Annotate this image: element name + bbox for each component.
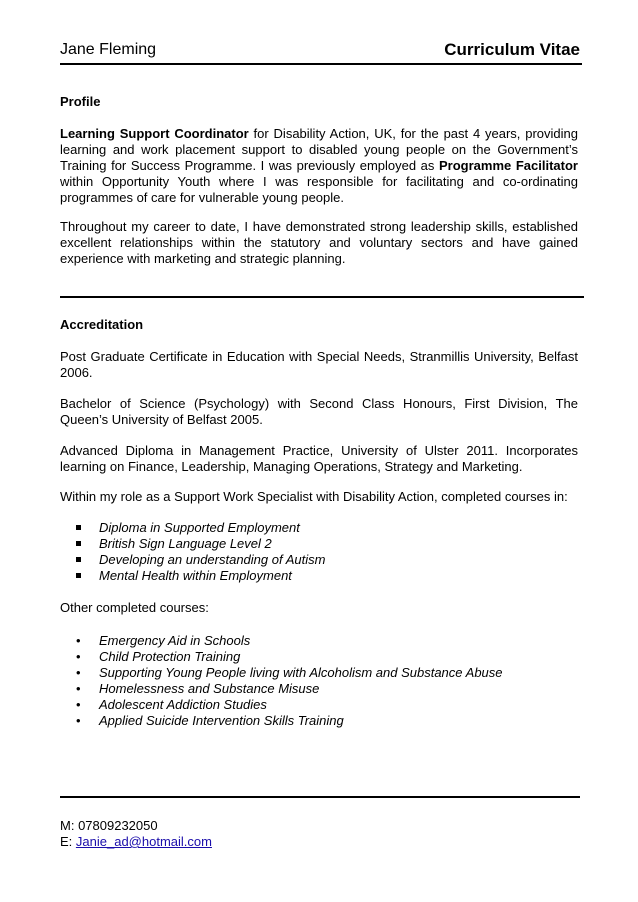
- other-courses-list: [60, 633, 580, 729]
- section-rule: [60, 296, 584, 298]
- list-item: • Homelessness and Substance Misuse: [60, 681, 580, 697]
- footer-rule: [60, 796, 580, 798]
- profile-role-2: Programme Facilitator: [439, 158, 578, 173]
- email-link[interactable]: Janie_ad@hotmail.com: [75, 834, 212, 849]
- mobile-number: 07809232050: [78, 818, 158, 833]
- profile-role: Learning Support Coordinator: [60, 126, 249, 141]
- list-item: Developing an understanding of Autism: [60, 552, 580, 568]
- other-courses-intro: Other completed courses:: [60, 600, 209, 615]
- accreditation-heading: Accreditation: [60, 317, 144, 332]
- profile-text-1: for Disability Action, UK, for the past 4 years, providing learning and work placement support to disabled young people on the Government’s Training for Success Programme. I was previously employed as: [60, 126, 578, 173]
- email-label: E:: [60, 834, 76, 849]
- profile-heading: Profile: [60, 94, 101, 109]
- header-name: Jane Fleming: [60, 41, 157, 58]
- list-item: • Child Protection Training: [60, 649, 580, 665]
- header-title: Curriculum Vitae: [444, 40, 580, 59]
- list-item: Mental Health within Employment: [60, 568, 580, 584]
- list-item: Diploma in Supported Employment: [60, 520, 580, 536]
- profile-paragraph-2: Throughout my career to date, I have demonstrated strong leadership skills, established excellent relationships within the statutory and voluntary sectors and have gained experience with marketing and strategic planning.: [60, 219, 578, 266]
- list-item: • Applied Suicide Intervention Skills Training: [60, 713, 580, 729]
- list-item: • Adolescent Addiction Studies: [60, 697, 580, 713]
- courses-list: [60, 520, 580, 584]
- courses-intro: Within my role as a Support Work Specialist with Disability Action, completed courses in:: [60, 489, 568, 504]
- list-item: British Sign Language Level 2: [60, 536, 580, 552]
- footer-email: [60, 834, 212, 850]
- list-item: • Emergency Aid in Schools: [60, 633, 580, 649]
- accreditation-item: Bachelor of Science (Psychology) with Second Class Honours, First Division, The Queen’s University of Belfast 2005.: [60, 396, 578, 427]
- profile-paragraph-1: [60, 126, 578, 206]
- profile-text-2: within Opportunity Youth where I was responsible for facilitating and co-ordinating programmes of care for vulnerable young people.: [60, 174, 578, 205]
- header-rule: [60, 63, 582, 65]
- footer-mobile: [60, 818, 158, 834]
- mobile-label: M:: [60, 818, 79, 833]
- list-item: • Supporting Young People living with Alcoholism and Substance Abuse: [60, 665, 580, 681]
- accreditation-item: Advanced Diploma in Management Practice, University of Ulster 2011. Incorporates learning on Finance, Leadership, Managing Operations, Strategy and Marketing.: [60, 443, 578, 474]
- accreditation-item: Post Graduate Certificate in Education with Special Needs, Stranmillis University, Belfast 2006.: [60, 349, 578, 380]
